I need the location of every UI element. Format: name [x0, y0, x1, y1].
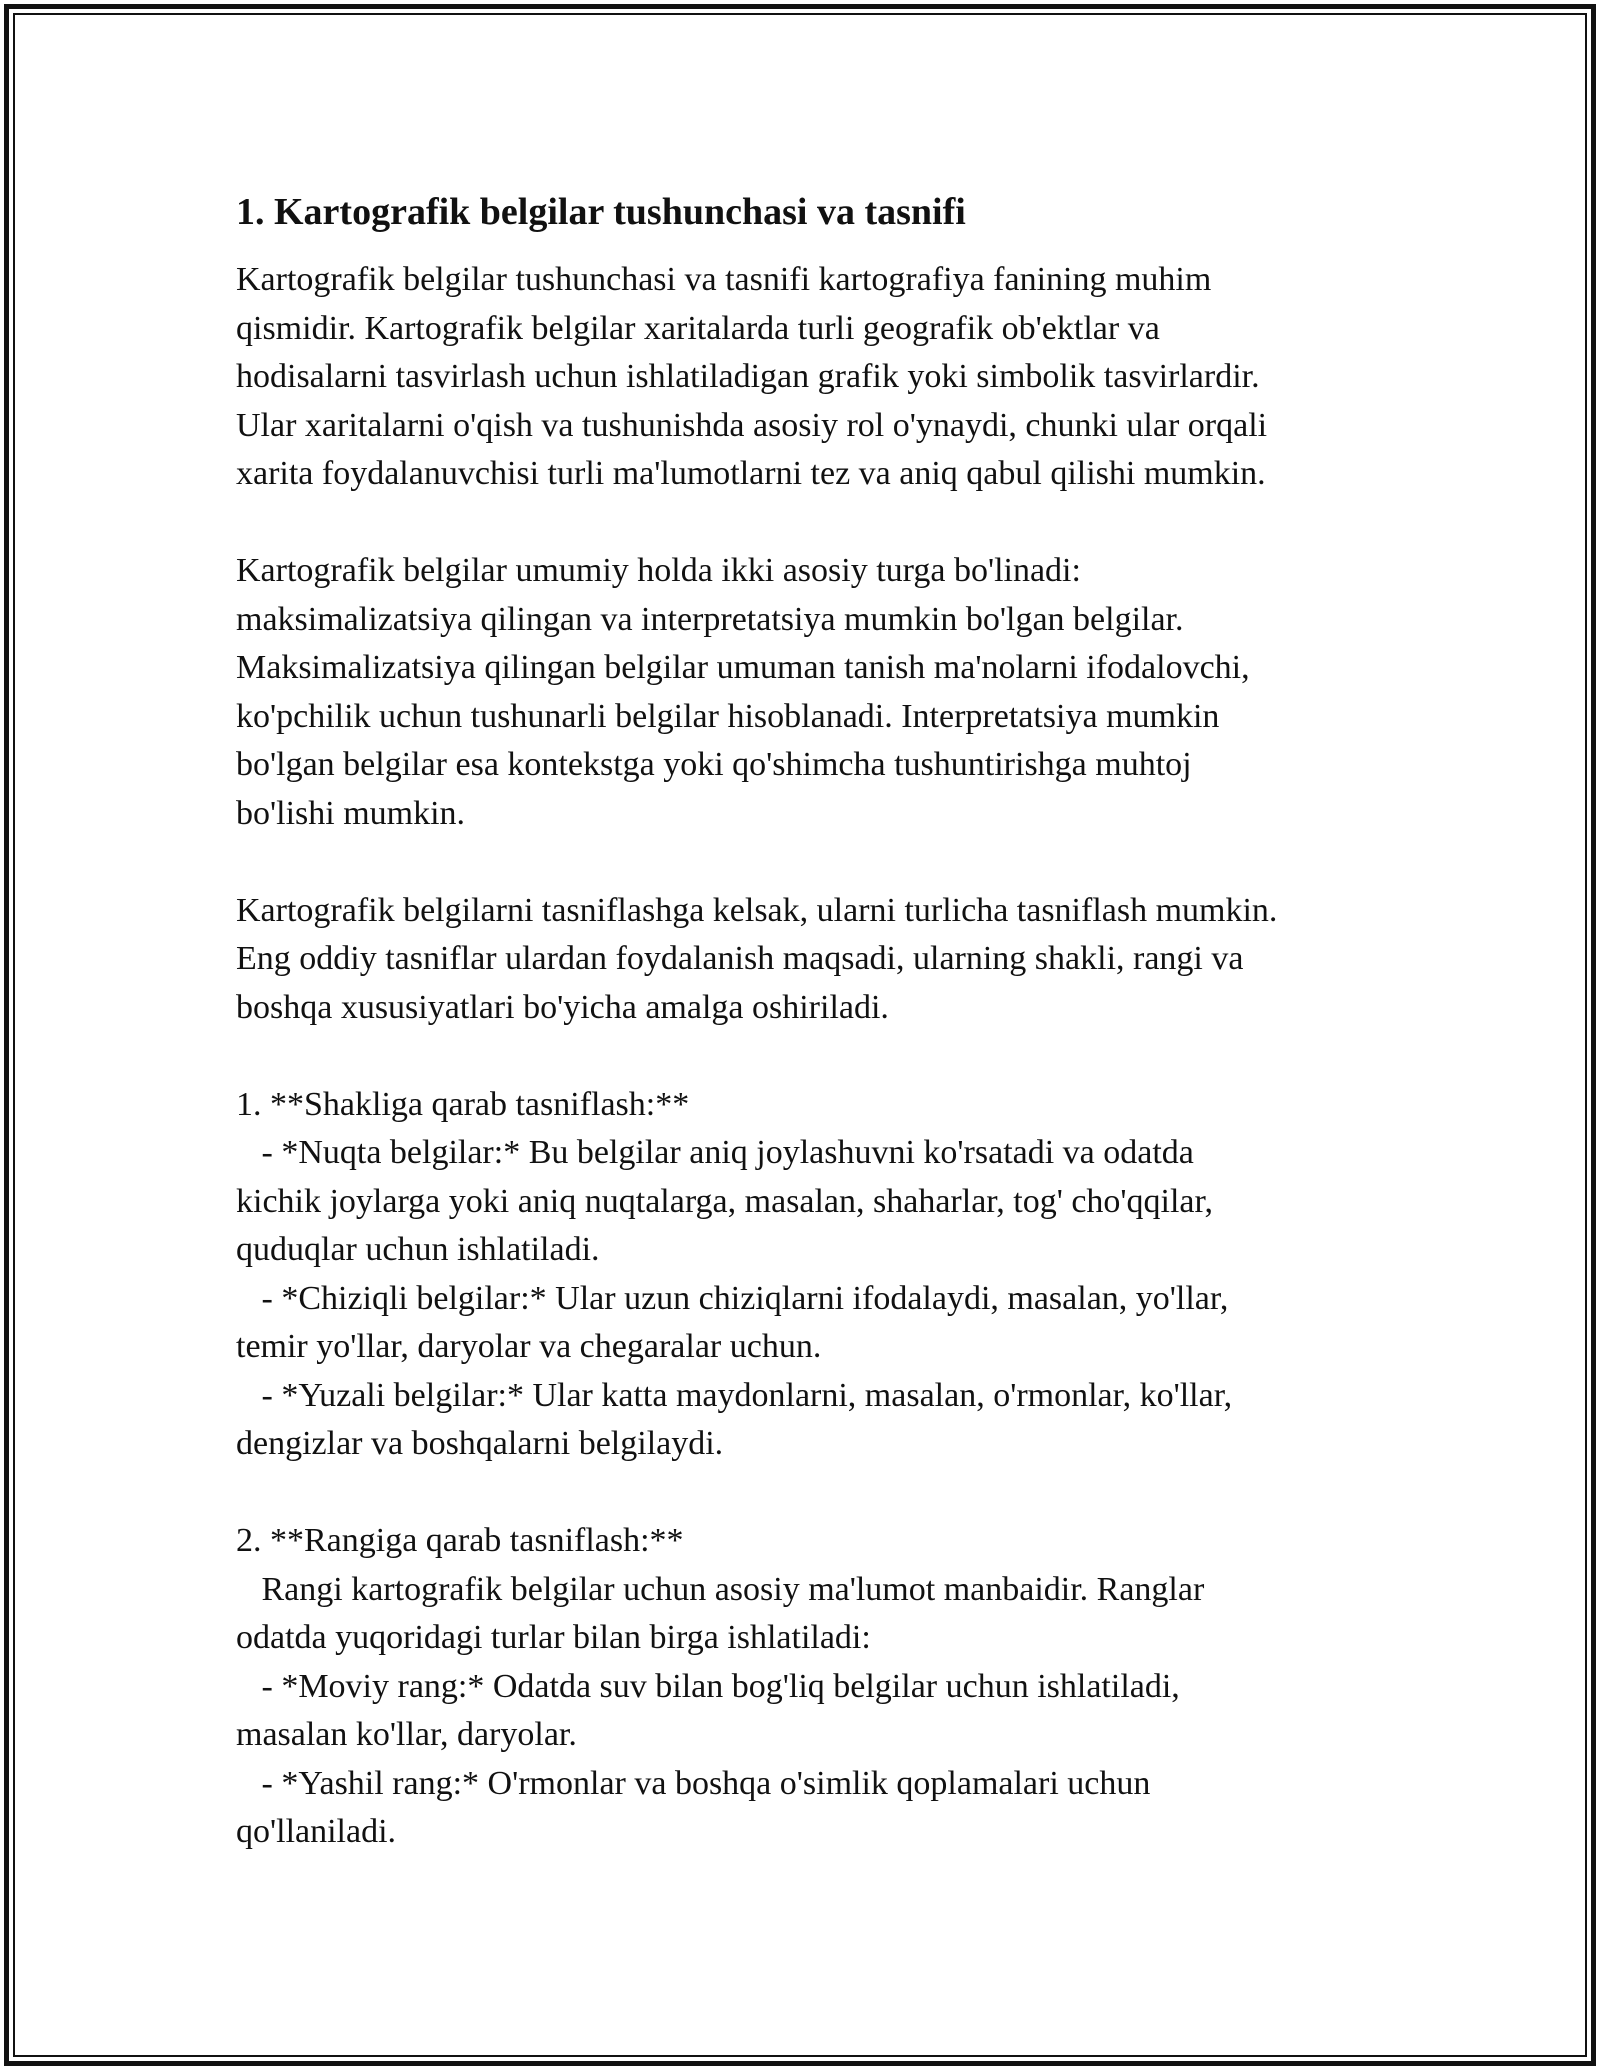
document-title: 1. Kartografik belgilar tushunchasi va tasnifi	[236, 191, 966, 233]
paragraph-types: Kartografik belgilar umumiy holda ikki asosiy turga bo'linadi: maksimalizatsiya qilingan va interpretatsiya mumkin bo'lgan belgilar. Maksimalizatsiya qilingan belgilar umuman tanish ma'nolarni ifodalovchi, ko'pchilik uchun tushunarli belgilar hisoblanadi. Interpretatsiya mumkin bo'lgan belgilar esa kontekstga yoki qo'shimcha tushuntirishga muhtoj bo'lishi mumkin.	[236, 552, 1250, 832]
document-body	[236, 188, 1386, 1857]
list-color-classification: 2. **Rangiga qarab tasniflash:** Rangi kartografik belgilar uchun asosiy ma'lumot manbaidir. Ranglar odatda yuqoridagi turlar bilan birga ishlatiladi: - *Moviy rang:* Odatda suv bilan bog'liq belgilar uchun ishlatiladi, masalan ko'llar, daryolar. - *Yashil rang:* O'rmonlar va boshqa o'simlik qoplamalari uchun qo'llaniladi.	[236, 1522, 1205, 1850]
paragraph-classification: Kartografik belgilarni tasniflashga kelsak, ularni turlicha tasniflash mumkin. Eng oddiy tasniflar ulardan foydalanish maqsadi, ularning shakli, rangi va boshqa xususiyatlari bo'yicha amalga oshiriladi.	[236, 891, 1278, 1026]
paragraph-intro: Kartografik belgilar tushunchasi va tasnifi kartografiya fanining muhim qismidir. Kartografik belgilar xaritalarda turli geografik ob'ektlar va hodisalarni tasvirlash uchun ishlatiladigan grafik yoki simbolik tasvirlardir. Ular xaritalarni o'qish va tushunishda asosiy rol o'ynaydi, chunki ular orqali xarita foydalanuvchisi turli ma'lumotlarni tez va aniq qabul qilishi mumkin.	[236, 261, 1268, 492]
list-shape-classification: 1. **Shakliga qarab tasniflash:** - *Nuqta belgilar:* Bu belgilar aniq joylashuvni ko'rsatadi va odatda kichik joylarga yoki aniq nuqtalarga, masalan, shaharlar, tog' cho'qqilar, quduqlar uchun ishlatiladi. - *Chiziqli belgilar:* Ular uzun chiziqlarni ifodalaydi, masalan, yo'llar, temir yo'llar, daryolar va chegaralar uchun. - *Yuzali belgilar:* Ular katta maydonlarni, masalan, o'rmonlar, ko'llar, dengizlar va boshqalarni belgilaydi.	[236, 1085, 1233, 1462]
